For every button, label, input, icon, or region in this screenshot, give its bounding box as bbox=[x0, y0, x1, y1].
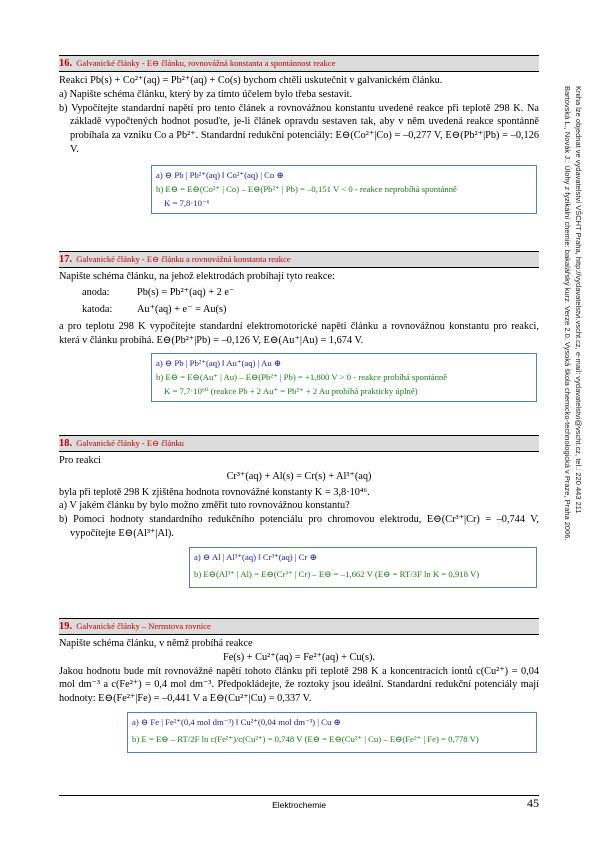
problem-number: 16. bbox=[59, 58, 73, 69]
answer-box bbox=[189, 547, 537, 588]
answer-k: K = 7,8·10⁻⁶ bbox=[164, 197, 210, 208]
problem-16 bbox=[59, 55, 539, 214]
reaction-equation: Cr³⁺(aq) + Al(s) = Cr(s) + Al³⁺(aq) bbox=[226, 470, 372, 482]
side-note-line1: Bartovská L., Novák J.: Úlohy z fyzikální chemie: bakalářský kurz. Verze 2.0. Vysoká škola chemicko-technologická v Praze, Praha 2006. bbox=[563, 86, 572, 541]
anode-reaction bbox=[59, 286, 539, 300]
footer-chapter: Elektrochemie bbox=[272, 800, 326, 810]
problem-title: Galvanické články - E⊖ článku, rovnovážná konstanta a spontánnost reakce bbox=[76, 58, 336, 68]
problem-title: Galvanické články – Nernstova rovnice bbox=[76, 621, 211, 631]
problem-number: 18. bbox=[59, 438, 73, 449]
answer-box bbox=[127, 712, 537, 753]
problem-header bbox=[59, 55, 539, 72]
problem-text: Napište schéma článku, v němž probíhá reakce bbox=[59, 638, 253, 649]
problem-text: Pro reakci bbox=[59, 455, 102, 466]
answer-a: a) ⊖ Fe | Fe²⁺(0,4 mol dm⁻³) ‖ Cu²⁺(0,04 mol dm⁻³) | Cu ⊕ bbox=[132, 716, 341, 727]
problem-text-2: Jakou hodnotu bude mít rovnovážné napětí tohoto článku při teplotě 298 K a koncentracích iontů c(Cu²⁺) = 0,04 mol dm⁻³ a c(Fe²⁺) = 0,4 mol dm⁻³. Předpokládejte, že roztoky jsou ideální. Standardní redukční potenciály mají hodnoty: E⊖(Fe²⁺|Fe) = –0,441 V a E⊖(Cu²⁺|Cu) = 0,337 V. bbox=[59, 665, 539, 705]
problem-title: Galvanické články - E⊖ článku bbox=[76, 438, 184, 448]
problem-text-2: byla při teplotě 298 K zjištěna hodnota rovnovážné konstanty K = 3,8·10⁴⁶. bbox=[59, 486, 370, 498]
problem-number: 17. bbox=[59, 254, 73, 265]
anode-label: anoda: bbox=[82, 286, 110, 298]
answer-b: b) E = E⊖ – RT/2F ln c(Fe²⁺)/c(Cu²⁺) = 0,748 V (E⊖ = E⊖(Cu²⁺ | Cu) – E⊖(Fe²⁺ | Fe) = 0,778 V) bbox=[132, 733, 479, 744]
anode-equation: Pb(s) = Pb²⁺(aq) + 2 e⁻ bbox=[137, 286, 235, 298]
side-note-line2: Kniha lze objednat ve vydavatelství VŠCHT Praha, http://vydavatelstvi.vscht.cz, e-mail: vydavatelstvi@vscht.cz, tel.: 220 443 211 bbox=[574, 86, 583, 514]
answer-a: a) ⊖ Al | Al³⁺(aq) ‖ Cr³⁺(aq) | Cr ⊕ bbox=[194, 551, 317, 562]
answer-b: b) E⊖(Al³⁺ | Al) = E⊖(Cr³⁺ | Cr) – E⊖ = –1,662 V (E⊖ = RT/3F ln K = 0,918 V) bbox=[194, 568, 480, 579]
page-footer bbox=[59, 795, 539, 810]
page-number: 45 bbox=[527, 796, 539, 810]
problem-text-2: a pro teplotu 298 K vypočítejte standardní elektromotorické napětí článku a rovnovážnou konstantu pro reakci, která v článku probíhá. E⊖(Pb²⁺|Pb) = –0,126 V, E⊖(Au⁺|Au) = 1,674 V. bbox=[59, 320, 539, 346]
problem-19 bbox=[59, 618, 539, 753]
task-b: b) Vypočítejte standardní napětí pro tento článek a rovnovážnou konstantu uvedené reakce při teplotě 298 K. Na základě vypočtených hodnot posuďte, je-li článek opravdu sestaven tak, aby v něm uvedená reakce spontánně probíhala za vzniku Co a Pb²⁺. Standardní redukční potenciály: E⊖(Co²⁺|Co) = –0,277 V, E⊖(Pb²⁺|Pb) = –0,126 V. bbox=[59, 102, 539, 155]
answer-b: b) E⊖ = E⊖(Au⁺ | Au) – E⊖(Pb²⁺ | Pb) = +1,800 V > 0 - reakce probíhá spontánně bbox=[156, 372, 448, 383]
problem-header bbox=[59, 435, 539, 452]
problem-header bbox=[59, 251, 539, 268]
problem-number: 19. bbox=[59, 621, 73, 632]
task-a: a) V jakém článku by bylo možno změřit tuto rovnovážnou konstantu? bbox=[59, 500, 350, 512]
reaction-equation: Fe(s) + Cu²⁺(aq) = Fe²⁺(aq) + Cu(s). bbox=[223, 651, 375, 663]
cathode-equation: Au⁺(aq) + e⁻ = Au(s) bbox=[137, 303, 227, 315]
answer-k: K = 7,7·10⁶⁰ (reakce Pb + 2 Au⁺ = Pb²⁺ + 2 Au probíhá prakticky úplně) bbox=[164, 386, 418, 397]
problem-header bbox=[59, 618, 539, 635]
problem-17 bbox=[59, 251, 539, 402]
answer-box bbox=[151, 353, 537, 402]
answer-box bbox=[151, 165, 537, 214]
problem-text: Reakci Pb(s) + Co²⁺(aq) = Pb²⁺(aq) + Co(s) bychom chtěli uskutečnit v galvanickém článku. bbox=[59, 75, 443, 86]
problem-title: Galvanické články - E⊖ článku a rovnovážná konstanta reakce bbox=[76, 254, 291, 264]
problem-18 bbox=[59, 435, 539, 588]
answer-a: a) ⊖ Pb | Pb²⁺(aq) ‖ Co²⁺(aq) | Co ⊕ bbox=[156, 169, 284, 180]
problem-text: Napište schéma článku, na jehož elektrodách probíhají tyto reakce: bbox=[59, 271, 335, 282]
answer-a: a) ⊖ Pb | Pb²⁺(aq) ‖ Au⁺(aq) | Au ⊕ bbox=[156, 358, 282, 369]
task-a: a) Napište schéma článku, který by za tímto účelem bylo třeba sestavit. bbox=[59, 88, 353, 100]
cathode-label: katoda: bbox=[82, 303, 113, 315]
cathode-reaction bbox=[59, 303, 539, 317]
answer-b: b) E⊖ = E⊖(Co²⁺ | Co) – E⊖(Pb²⁺ | Pb) = –0,151 V < 0 - reakce neprobíhá spontánně bbox=[156, 183, 457, 194]
side-note bbox=[562, 86, 592, 726]
task-b: b) Pomocí hodnoty standardního redukčního potenciálu pro chromovou elektrodu, E⊖(Cr³⁺|Cr) = –0,744 V, vypočítejte E⊖(Al³⁺|Al). bbox=[59, 514, 539, 539]
